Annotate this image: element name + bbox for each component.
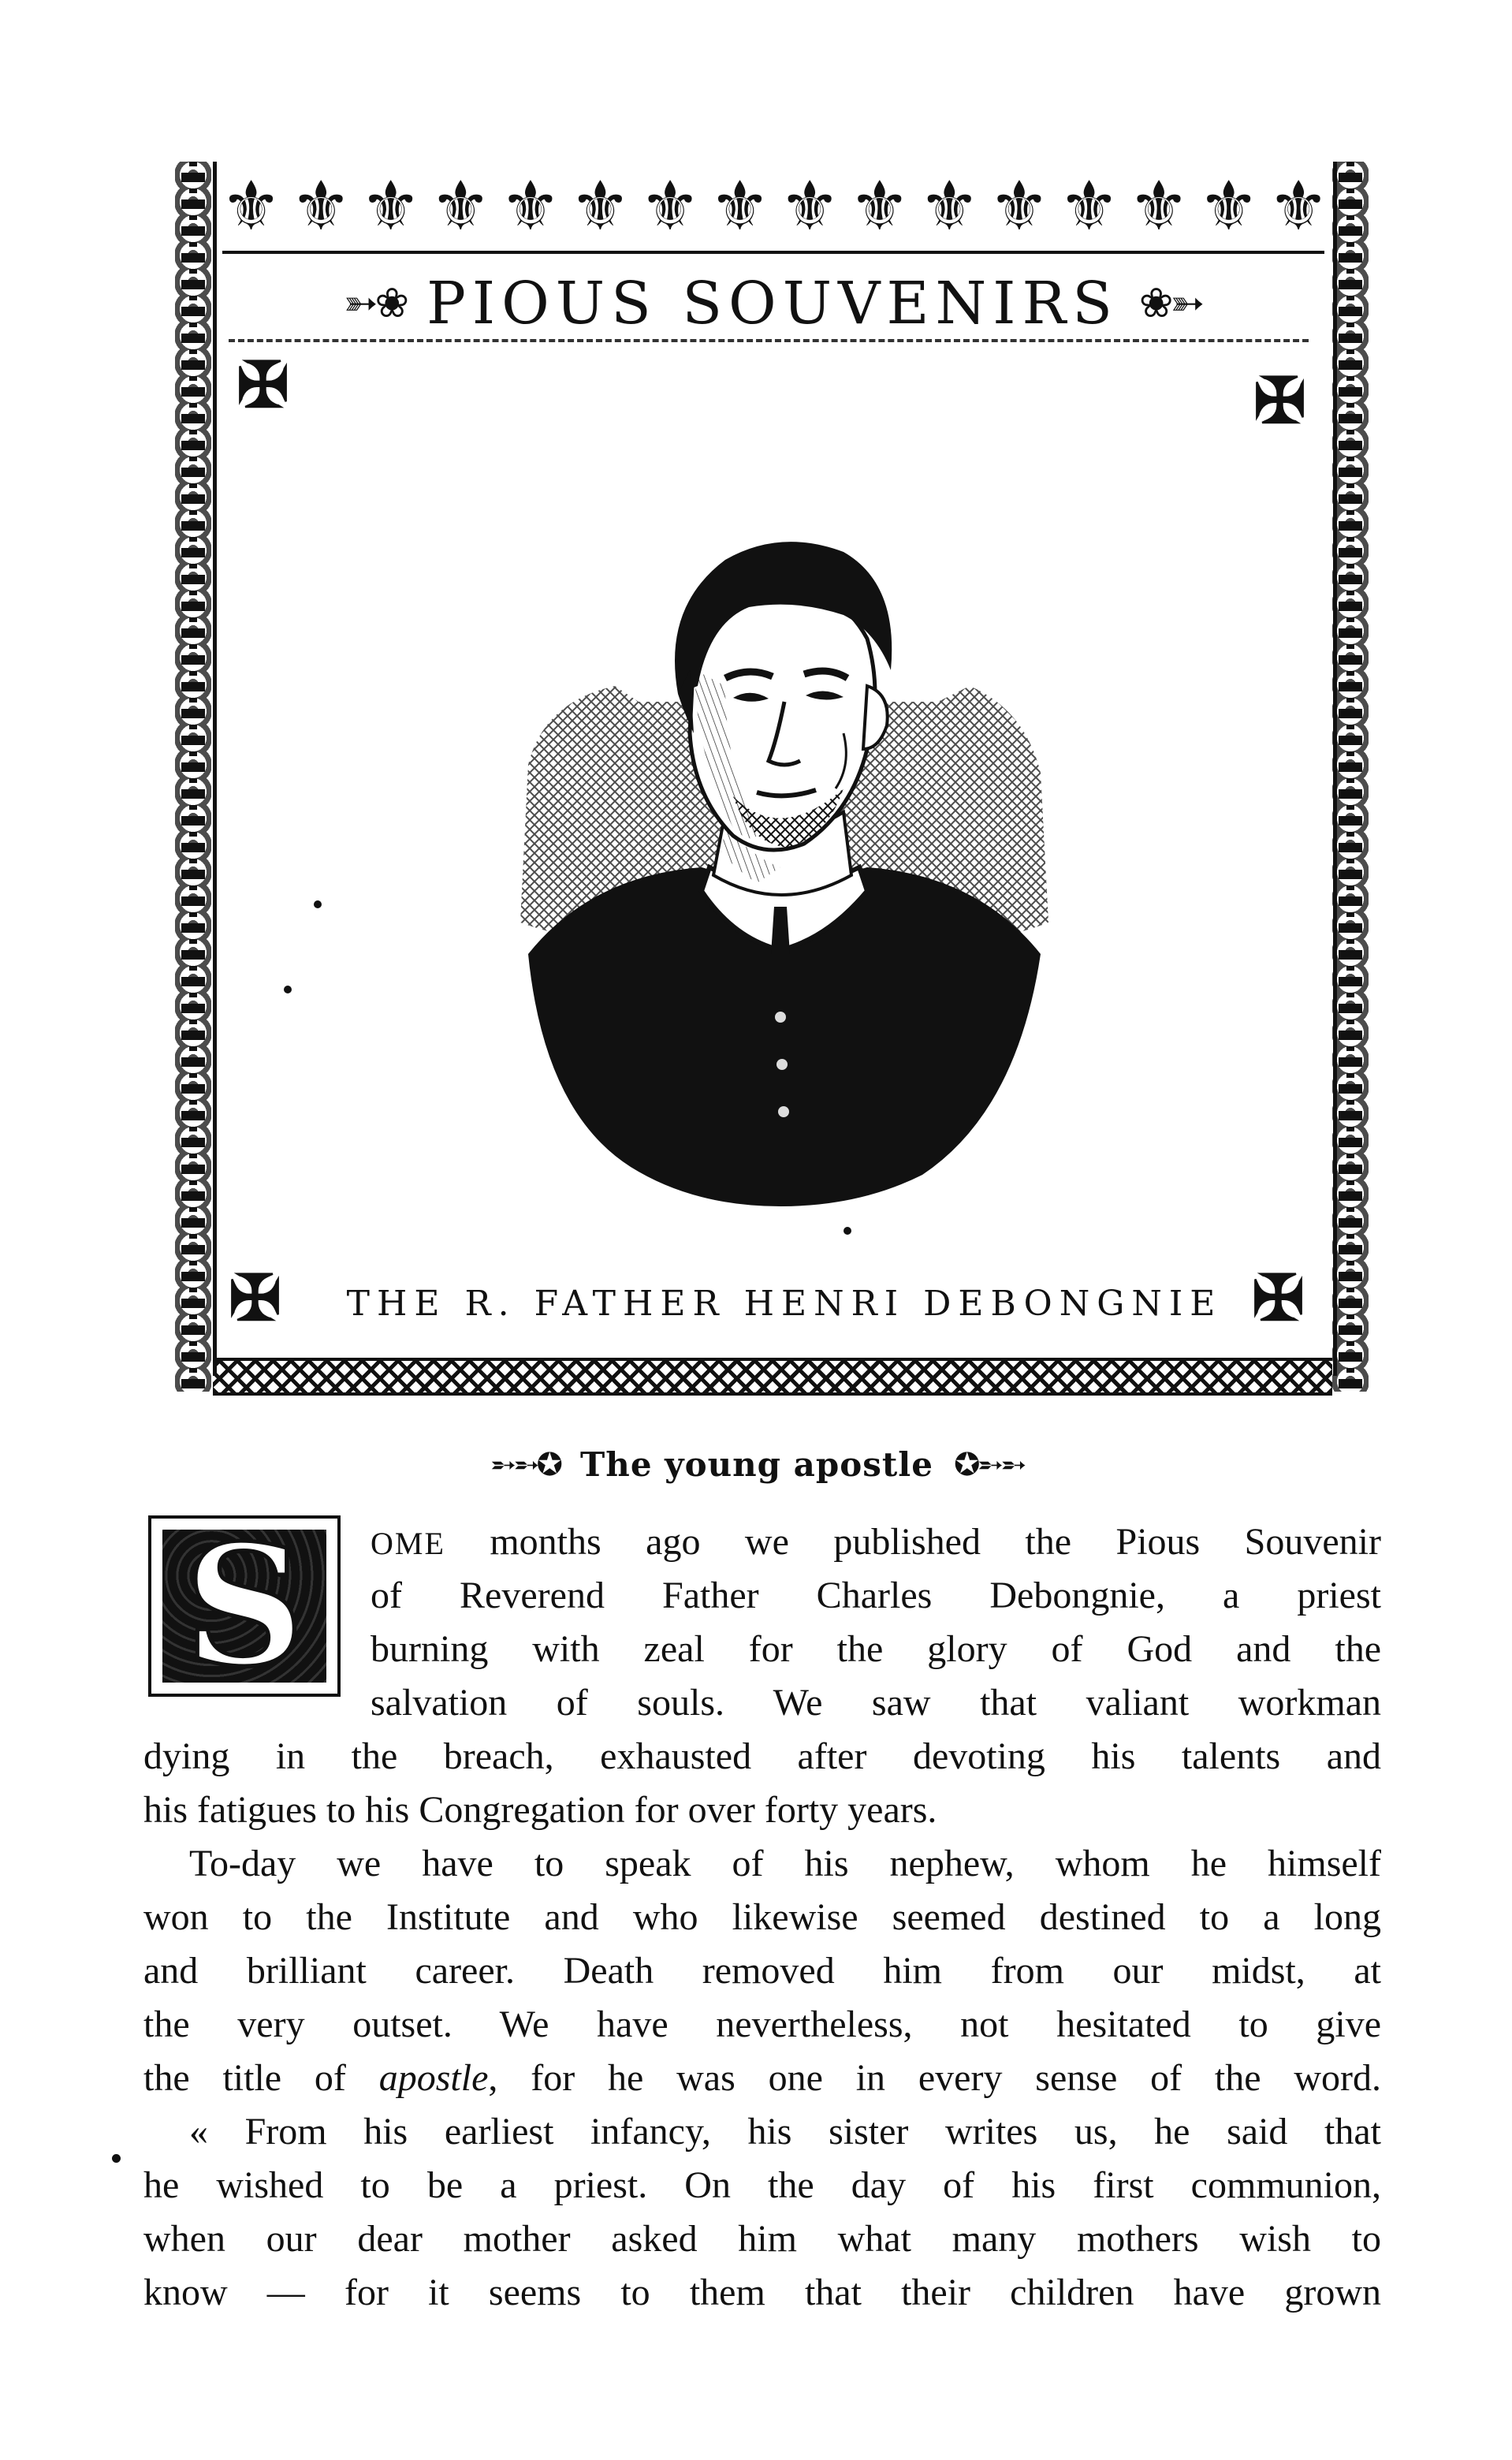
ink-speck [314,900,322,908]
fleur-de-lis-icon: ⚜ [1058,169,1115,244]
text-line: know — for it seems to them that their children have grown [143,2272,1381,2313]
fleur-de-lis-row [221,167,1324,246]
fleur-de-lis-icon: ⚜ [430,169,486,244]
corner-flourish-icon: ✠ [229,1265,282,1334]
drop-cap-ornament [162,1508,326,1703]
small-caps-word: OME [371,1526,445,1561]
fleur-de-lis-icon: ⚜ [709,169,766,244]
fleur-de-lis-icon: ⚜ [290,169,347,244]
corner-flourish-icon: ✠ [1252,1265,1305,1334]
divider [222,251,1324,254]
text-line: the very outset. We have nevertheless, not hesitated to give [143,2003,1381,2045]
text-line [371,1523,1381,1561]
ink-speck [284,986,292,993]
fleur-de-lis-icon: ⚜ [221,169,277,244]
arrow-ornament-icon: ➳❀ [343,281,407,326]
fleur-de-lis-icon: ⚜ [849,169,906,244]
ornamental-band [213,1358,1332,1396]
ink-speck [112,2154,121,2163]
fleur-de-lis-icon: ⚜ [918,169,975,244]
text-line: dying in the breach, exhausted after devoting his talents and [143,1735,1381,1777]
section-subtitle [394,1437,1119,1492]
arrow-ornament-icon: ✪➵➵ [953,1446,1024,1482]
fleur-de-lis-icon: ⚜ [1268,169,1324,244]
fleur-de-lis-icon: ⚜ [639,169,696,244]
fleur-de-lis-icon: ⚜ [1128,169,1185,244]
text-line: and brilliant career. Death removed him from our midst, at [143,1950,1381,1992]
text-line: « From his earliest infancy, his sister writes us, he said that [189,2111,1381,2152]
text-line-part: , for he was one in every sense of the word. [488,2057,1381,2099]
text-line: salvation of souls. We saw that valiant workman [371,1682,1381,1724]
text-line: he wished to be a priest. On the day of his first communion, [143,2164,1381,2206]
portrait-caption: THE R. FATHER HENRI DEBONGNIE [346,1284,1223,1324]
fleur-de-lis-icon: ⚜ [1198,169,1255,244]
ink-speck [844,1227,851,1235]
subtitle-text: The young apostle [580,1444,933,1484]
arrow-ornament-icon: ➵➵✪ [490,1446,560,1482]
text-line: of Reverend Father Charles Debongnie, a priest [371,1575,1381,1616]
fleur-de-lis-icon: ⚜ [569,169,626,244]
text-line: won to the Institute and who likewise seemed destined to a long [143,1896,1381,1938]
page-title: PIOUS SOUVENIRS [426,270,1119,337]
portrait-engraving [497,512,1064,1206]
drop-cap [148,1508,341,1703]
frame-left-border [175,162,211,1392]
text-line: To-day we have to speak of his nephew, whom he himself [189,1843,1381,1884]
drop-cap-letter: S [184,1508,304,1703]
arrow-ornament-icon: ❀➳ [1138,281,1202,326]
text-line [143,2059,1381,2097]
corner-flourish-icon: ✠ [1253,367,1307,437]
frame-right-border [1332,162,1369,1392]
text-line: when our dear mother asked him what many mothers wish to [143,2218,1381,2260]
fleur-de-lis-icon: ⚜ [989,169,1045,244]
fleur-de-lis-icon: ⚜ [360,169,417,244]
corner-flourish-icon: ✠ [236,352,290,421]
fleur-de-lis-icon: ⚜ [779,169,836,244]
dashed-divider [229,339,1309,342]
fleur-de-lis-icon: ⚜ [500,169,557,244]
italic-word: apostle [378,2057,489,2099]
text-line-rest: months ago we published the Pious Souvenir [445,1521,1381,1563]
text-line: his fatigues to his Congregation for over forty years. [143,1789,937,1831]
text-line: burning with zeal for the glory of God and the [371,1628,1381,1670]
header [236,260,1309,347]
text-line-part: the title of [143,2057,379,2099]
